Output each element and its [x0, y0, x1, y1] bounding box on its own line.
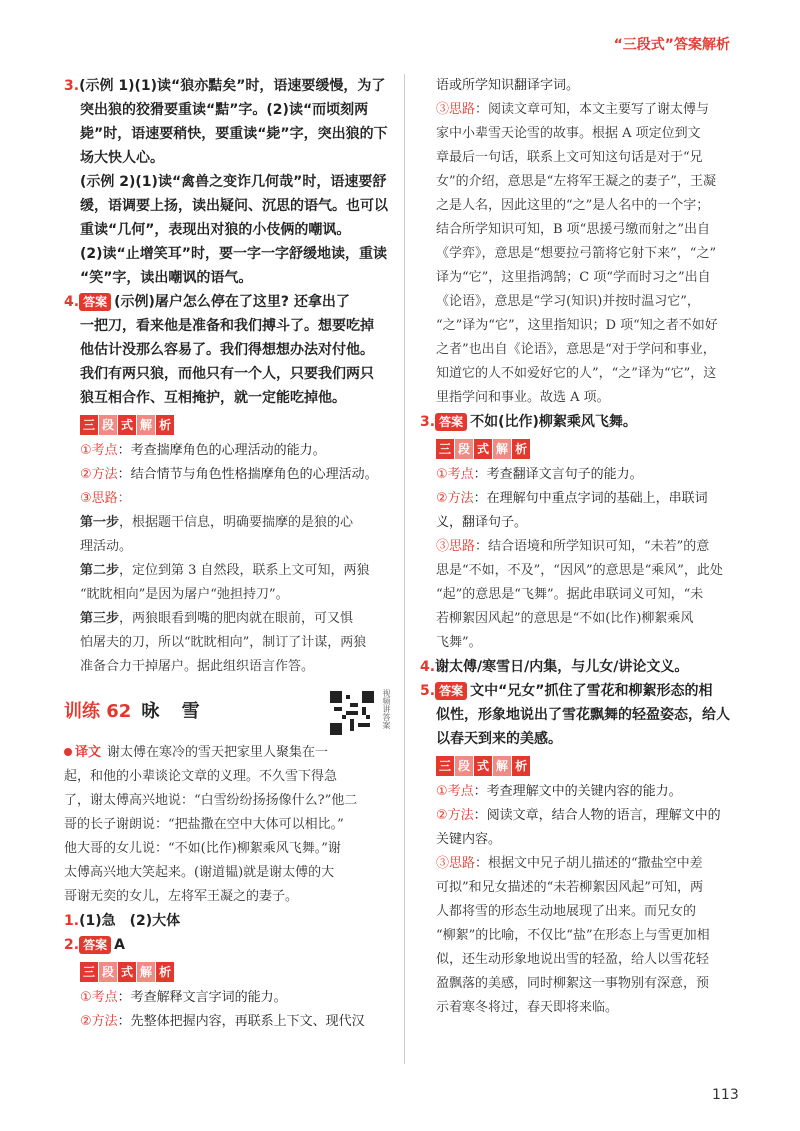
- silu-line: [420, 98, 742, 122]
- silu-line: 结合所学知识可知，B 项“思援弓缴而射之”出自: [436, 222, 710, 237]
- banner-char: 段: [99, 415, 117, 435]
- step-line: 怕屠夫的刀，所以“眈眈相向”，制订了计谋，两狼: [80, 635, 367, 650]
- silu-text: ：阅读文章可知，本文主要写了谢太傅与: [475, 102, 710, 117]
- question-4: [64, 290, 388, 679]
- answer-line: 毙”时，语速要稍快，要重读“毙”字，突出狼的下: [80, 126, 388, 142]
- step-label: 第一步: [80, 515, 120, 530]
- training-section-title: [64, 689, 391, 733]
- analysis-banner: [420, 755, 531, 776]
- silu-text: ：结合语境和所学知识可知，“未若”的意: [475, 539, 710, 554]
- analysis-fangfa: [420, 487, 742, 511]
- answer-line: 狼互相合作、互相掩护，就一定能吃掉他。: [80, 390, 346, 406]
- question-number: 3.: [420, 414, 436, 430]
- translation: [64, 741, 388, 909]
- silu-line: 章最后一句话，联系上文可知这句话是对于“兄: [436, 150, 703, 165]
- question-2: [64, 933, 388, 1034]
- banner-char: 析: [512, 756, 530, 776]
- silu-line: 盈飘落的美感，同时柳絮这一事物别有深意，预: [436, 976, 710, 991]
- silu-line: 之是人名，因此这里的“之”是人名中的一个字；: [436, 198, 710, 213]
- answer-line: (示例)屠户怎么停在了这里? 还拿出了: [114, 294, 350, 310]
- answer-text: 不如(比作)柳絮乘风飞舞。: [470, 414, 637, 430]
- silu-label: ③思路: [436, 539, 476, 554]
- step-text: ，定位到第 3 自然段，联系上文可知，两狼: [119, 563, 370, 578]
- kaodian-text: ：考查揣摩角色的心理活动的能力。: [117, 443, 326, 458]
- kaodian-label: ①考点: [80, 990, 118, 1005]
- silu-line: 似，还生动形象地说出雪的轻盈，给人以雪花轻: [436, 952, 710, 967]
- answer-line: (2)读“止增笑耳”时，要一字一字舒缓地读，重读: [80, 246, 387, 262]
- step-line: [64, 607, 388, 631]
- analysis-banner: [420, 438, 531, 459]
- analysis-banner: [64, 414, 175, 435]
- answer-line: 我们有两只狼，而他只有一个人，只要我们两只: [80, 366, 374, 382]
- kaodian-text: ：考查理解文中的关键内容的能力。: [473, 784, 682, 799]
- analysis-kaodian: [64, 986, 388, 1010]
- step-line: [64, 511, 388, 535]
- question-3: [64, 74, 388, 290]
- left-column: [64, 74, 391, 1034]
- step-line: 理活动。: [80, 539, 133, 554]
- fangfa-text: ：结合情节与角色性格揣摩角色的心理活动。: [117, 467, 378, 482]
- step-label: 第三步: [80, 611, 120, 626]
- banner-char: 析: [156, 962, 174, 982]
- page-header: “三段式”答案解析: [613, 37, 730, 53]
- answer-line: 一把刀，看来他是准备和我们搏斗了。想要吃掉: [80, 318, 374, 334]
- fangfa-text: 义，翻译句子。: [436, 515, 528, 530]
- fangfa-text: ：阅读文章，结合人物的语言，理解文中的: [473, 808, 721, 823]
- translation-line: 他大哥的女儿说：“不如(比作)柳絮乘风飞舞。”谢: [64, 841, 341, 856]
- banner-char: 式: [118, 415, 136, 435]
- answer-tag: 答案: [79, 936, 111, 954]
- analysis-silu: [64, 487, 388, 511]
- banner-char: 析: [156, 415, 174, 435]
- fangfa-text: 关键内容。: [436, 832, 502, 847]
- training-number: 训练 62: [64, 701, 132, 722]
- translation-line: 起，和他的小辈谈论文章的义理。不久雪下得急: [64, 769, 338, 784]
- silu-line: 《学弈》，意思是“想要拉弓箭将它射下来”，“之”: [436, 246, 717, 261]
- question-3: [420, 410, 742, 655]
- banner-char: 式: [118, 962, 136, 982]
- question-2-continued: [420, 74, 742, 410]
- silu-line: 家中小辈雪天论雪的故事。根据 A 项定位到文: [436, 126, 701, 141]
- step-line: 准备合力干掉屠户。据此组织语言作答。: [80, 659, 315, 674]
- fangfa-text: 语或所学知识翻译字词。: [436, 78, 580, 93]
- answer-line: (示例 2)(1)读“禽兽之变诈几何哉”时，语速要舒: [80, 174, 387, 190]
- answer-tag: 答案: [435, 682, 467, 700]
- fangfa-label: ②方法: [436, 808, 474, 823]
- answer-line: 以春天到来的美感。: [436, 731, 562, 747]
- banner-char: 三: [80, 962, 98, 982]
- column-divider: [404, 74, 405, 1064]
- answer-tag: 答案: [435, 413, 467, 431]
- translation-line: 哥谢无奕的女儿，左将军王凝之的妻子。: [64, 889, 299, 904]
- fangfa-text: ：先整体把握内容，再联系上下文、现代汉: [117, 1014, 365, 1029]
- analysis-fangfa: [64, 463, 388, 487]
- analysis-fangfa: [64, 1010, 388, 1034]
- question-number: 3.: [64, 78, 80, 94]
- answer-text: (1)急 (2)大体: [79, 913, 181, 929]
- silu-label: ③思路: [436, 102, 476, 117]
- banner-char: 式: [474, 439, 492, 459]
- dot-icon: [64, 748, 72, 756]
- answer-line: “笑”字，读出嘲讽的语气。: [80, 270, 253, 286]
- silu-line: “起”的意思是“飞舞”。据此串联词义可知，“未: [436, 587, 704, 602]
- question-4: [420, 655, 742, 679]
- step-line: “眈眈相向”是因为屠户“弛担持刀”。: [80, 587, 289, 602]
- step-label: 第二步: [80, 563, 120, 578]
- qr-caption: 视频讲答案: [382, 689, 391, 729]
- answer-line: 场大快人心。: [80, 150, 164, 166]
- kaodian-text: ：考查解释文言字词的能力。: [117, 990, 287, 1005]
- translation-label: [64, 741, 101, 765]
- silu-line: 女”的介绍，意思是“左将军王凝之的妻子”，王凝: [436, 174, 716, 189]
- step-text: ，根据题干信息，明确要揣摩的是狼的心: [119, 515, 354, 530]
- banner-char: 三: [80, 415, 98, 435]
- silu-line: [420, 852, 742, 876]
- silu-line: 若柳絮因风起”的意思是“不如(比作)柳絮乘风: [436, 611, 694, 626]
- silu-text: ：根据文中兄子胡儿描述的“撒盐空中差: [475, 856, 703, 871]
- analysis-kaodian: [64, 439, 388, 463]
- kaodian-label: ①考点: [436, 467, 474, 482]
- answer-line: 文中“兄女”抓住了雪花和柳絮形态的相: [470, 683, 713, 699]
- step-line: [64, 559, 388, 583]
- answer-line: 似性，形象地说出了雪花飘舞的轻盈姿态，给人: [436, 707, 730, 723]
- fangfa-label: ②方法: [436, 491, 474, 506]
- kaodian-label: ①考点: [436, 784, 474, 799]
- silu-line: 可拟”和兄女描述的“未若柳絮因风起”可知，两: [436, 880, 703, 895]
- banner-char: 解: [493, 756, 511, 776]
- fangfa-label: ②方法: [80, 1014, 118, 1029]
- analysis-fangfa: [420, 804, 742, 828]
- analysis-kaodian: [420, 780, 742, 804]
- silu-label: ③思路: [436, 856, 476, 871]
- silu-line: [420, 535, 742, 559]
- banner-char: 三: [436, 439, 454, 459]
- step-text: ，两狼眼看到嘴的肥肉就在眼前，可又惧: [119, 611, 354, 626]
- translation-line: 太傅高兴地大笑起来。(谢道韫)就是谢太傅的大: [64, 865, 335, 880]
- page-number: 113: [712, 1087, 739, 1103]
- kaodian-label: ①考点: [80, 443, 118, 458]
- banner-char: 解: [137, 415, 155, 435]
- question-number: 2.: [64, 937, 80, 953]
- answer-text: 谢太傅/寒雪日/内集，与儿女/讲论文义。: [435, 659, 689, 675]
- silu-line: 示着寒冬将过，春天即将来临。: [436, 1000, 619, 1015]
- answer-line: 他估计没那么容易了。我们得想想办法对付他。: [80, 342, 374, 358]
- right-column: [420, 74, 742, 1020]
- silu-line: 《论语》，意思是“学习(知识)并按时温习它”，: [436, 294, 700, 309]
- answer-tag: 答案: [79, 293, 111, 311]
- silu-line: 里指学问和事业。故选 A 项。: [436, 390, 610, 405]
- question-number: 1.: [64, 913, 80, 929]
- silu-line: “之”译为“它”，这里指知识；D 项“知之者不如好: [436, 318, 718, 333]
- question-5: [420, 679, 742, 1020]
- silu-line: “柳絮”的比喻，不仅比“盐”在形态上与雪更加相: [436, 928, 710, 943]
- fangfa-label: ②方法: [80, 467, 118, 482]
- analysis-banner: [64, 961, 175, 982]
- question-number: 5.: [420, 683, 436, 699]
- silu-line: 人都将雪的形态生动地展现了出来。而兄女的: [436, 904, 697, 919]
- translation-line: 了，谢太傅高兴地说：“白雪纷纷扬扬像什么?”他二: [64, 793, 358, 808]
- translation-label-text: 译文: [75, 745, 102, 760]
- translation-line: 哥的长子谢朗说：“把盐撒在空中大体可以相比。”: [64, 817, 344, 832]
- question-1: [64, 909, 388, 933]
- silu-line: 译为“它”，这里指鸿鹄；C 项“学而时习之”出自: [436, 270, 711, 285]
- answer-text: A: [114, 937, 125, 953]
- kaodian-text: ：考查翻译文言句子的能力。: [473, 467, 643, 482]
- silu-line: 之者”也出自《论语》，意思是“对于学问和事业，: [436, 342, 716, 357]
- silu-line: 思是“不如，不及”，“因风”的意思是“乘风”，此处: [436, 563, 723, 578]
- answer-line: 突出狼的狡猾要重读“黠”字。(2)读“而顷刻两: [80, 102, 369, 118]
- answer-line: 重读“几何”，表现出对狼的小伎俩的嘲讽。: [80, 222, 351, 238]
- silu-label: ③思路：: [80, 491, 131, 506]
- translation-line: 谢太傅在寒冷的雪天把家里人聚集在一: [107, 745, 329, 760]
- banner-char: 析: [512, 439, 530, 459]
- banner-char: 段: [455, 439, 473, 459]
- banner-char: 段: [455, 756, 473, 776]
- banner-char: 三: [436, 756, 454, 776]
- fangfa-text: ：在理解句中重点字词的基础上，串联词: [473, 491, 708, 506]
- banner-char: 解: [493, 439, 511, 459]
- question-number: 4.: [420, 659, 436, 675]
- question-number: 4.: [64, 294, 80, 310]
- silu-line: 飞舞”。: [436, 635, 482, 650]
- analysis-kaodian: [420, 463, 742, 487]
- banner-char: 式: [474, 756, 492, 776]
- answer-line: 缓，语调要上扬，读出疑问、沉思的语气。也可以: [80, 198, 388, 214]
- qr-code-icon[interactable]: [330, 691, 374, 735]
- silu-line: 知道它的人不如爱好它的人”，“之”译为“它”，这: [436, 366, 717, 381]
- banner-char: 段: [99, 962, 117, 982]
- answer-line: (示例 1)(1)读“狼亦黠矣”时，语速要缓慢，为了: [79, 78, 386, 94]
- banner-char: 解: [137, 962, 155, 982]
- lesson-title: 咏 雪: [141, 701, 208, 722]
